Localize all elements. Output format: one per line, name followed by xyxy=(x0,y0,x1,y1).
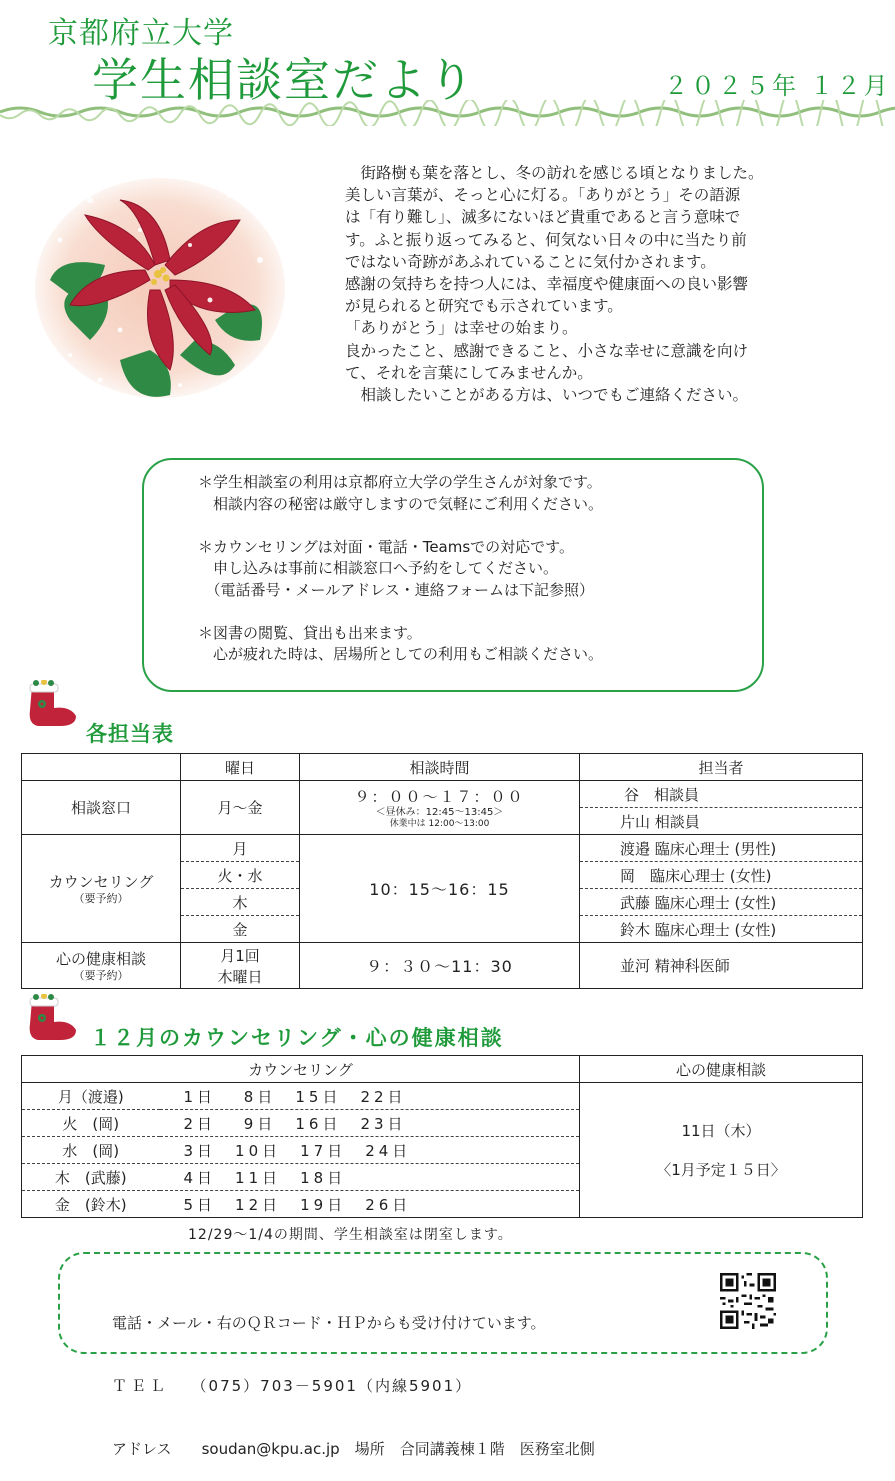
university-name: 京都府立大学 xyxy=(48,16,234,51)
header-health: 心の健康相談 xyxy=(580,1056,863,1083)
schedule-dates-3: 3日 10日 17日 24日 xyxy=(160,1137,580,1164)
intro-line: が見られると研究でも示されています。 xyxy=(345,297,623,316)
window-label: 相談窓口 xyxy=(22,781,181,835)
schedule-day-5: 金 (鈴木) xyxy=(22,1191,160,1218)
schedule-table xyxy=(21,1055,863,1218)
intro-line: 美しい言葉が、そっと心に灯る。「ありがとう」その語源 xyxy=(345,186,741,205)
window-time-cell xyxy=(300,781,580,835)
contact-address-line xyxy=(112,1439,595,1460)
health-label-cell xyxy=(22,943,181,989)
health-date: 11日（木） xyxy=(681,1122,761,1140)
staff-table xyxy=(21,753,863,989)
intro-line: ではない奇跡があふれていることに気付かされます。 xyxy=(345,252,716,271)
address-label: アドレス xyxy=(112,1440,172,1458)
header-counseling: カウンセリング xyxy=(22,1056,580,1083)
christmas-boot-icon xyxy=(20,680,80,728)
counseling-day-1: 月 xyxy=(181,835,300,862)
counseling-time: 10：15～16：15 xyxy=(300,835,580,943)
schedule-section-title: １２月のカウンセリング・心の健康相談 xyxy=(90,1026,504,1050)
notice-line: 相談内容の秘密は厳守しますので気軽にご利用ください。 xyxy=(198,494,604,513)
intro-line: は「有り難し」、滅多にないほど貴重であると言う意味で xyxy=(345,208,741,227)
email-link[interactable]: soudan@kpu.ac.jp xyxy=(201,1440,340,1458)
notice-line: ＊学生相談室の利用は京都府立大学の学生さんが対象です。 xyxy=(198,473,602,491)
schedule-day-4: 木 (武藤) xyxy=(22,1164,160,1191)
counseling-day-4: 金 xyxy=(181,916,300,943)
schedule-dates-1: 1日 8日 15日 22日 xyxy=(160,1083,580,1110)
contact-tel-line xyxy=(112,1376,595,1397)
place-value: 合同講義棟１階 医務室北側 xyxy=(399,1440,595,1458)
intro-line: 「ありがとう」は幸せの始まり。 xyxy=(345,319,578,338)
intro-text xyxy=(345,162,795,406)
health-staff: 並河 精神科医師 xyxy=(580,943,863,989)
notice-line: 心が疲れた時は、居場所としての利用もご相談ください。 xyxy=(198,645,604,663)
window-days: 月～金 xyxy=(181,781,300,835)
schedule-dates-2: 2日 9日 16日 23日 xyxy=(160,1110,580,1137)
window-break: ＜昼休み：12:45～13:45＞ xyxy=(375,806,504,818)
schedule-dates-4: 4日 11日 18日 xyxy=(160,1164,580,1191)
health-days-1: 月1回 xyxy=(220,946,260,965)
health-note: （要予約） xyxy=(73,969,129,982)
schedule-day-2: 火 (岡) xyxy=(22,1110,160,1137)
newsletter-title: 学生相談室だより xyxy=(92,53,476,107)
health-days-2: 木曜日 xyxy=(217,967,263,986)
notice-line: （電話番号・メールアドレス・連絡フォームは下記参照） xyxy=(198,580,595,599)
notice-text xyxy=(198,472,758,666)
counseling-staff-1: 渡邉 臨床心理士 (男性) xyxy=(580,835,863,862)
counseling-staff-2: 岡 臨床心理士 (女性) xyxy=(580,862,863,889)
intro-line: 相談したいことがある方は、いつでもご連絡ください。 xyxy=(345,386,749,405)
counseling-label-cell xyxy=(22,835,181,943)
window-vacation: 休業中は 12:00～13:00 xyxy=(389,818,490,829)
contact-text xyxy=(112,1271,595,1481)
header-staff: 担当者 xyxy=(580,754,863,781)
health-next: 〈1月予定１５日〉 xyxy=(656,1161,786,1179)
place-label: 場所 xyxy=(354,1440,385,1458)
header-days: 曜日 xyxy=(181,754,300,781)
poinsettia-illustration xyxy=(30,170,290,420)
counseling-day-3: 木 xyxy=(181,889,300,916)
christmas-boot-icon xyxy=(20,994,80,1042)
garland-decoration xyxy=(0,100,895,126)
window-staff-2: 片山 相談員 xyxy=(580,808,863,835)
staff-section-title: 各担当表 xyxy=(86,722,174,746)
notice-line: ＊カウンセリングは対面・電話・Teamsでの対応です。 xyxy=(198,537,574,556)
header-time: 相談時間 xyxy=(300,754,580,781)
counseling-note: （要予約） xyxy=(73,892,129,905)
schedule-dates-5: 5日 12日 19日 26日 xyxy=(160,1191,580,1218)
intro-line: す。ふと振り返ってみると、何気ない日々の中に当たり前 xyxy=(345,230,747,249)
tel-number[interactable]: （075）703－5901（内線5901） xyxy=(199,1377,473,1395)
schedule-day-3: 水 (岡) xyxy=(22,1137,160,1164)
intro-line: て、それを言葉にしてみませんか。 xyxy=(345,363,593,382)
window-time: ９：００～１７：００ xyxy=(354,787,525,806)
closed-note: 12/29～1/4の期間、学生相談室は閉室します。 xyxy=(188,1227,513,1243)
notice-line: 申し込みは事前に相談窓口へ予約をしてください。 xyxy=(198,559,559,577)
health-days-cell xyxy=(181,943,300,989)
issue-date: ２０２５年 １２月 xyxy=(664,72,891,100)
intro-line: 街路樹も葉を落とし、冬の訪れを感じる頃となりました。 xyxy=(345,164,764,182)
intro-line: 感謝の気持ちを持つ人には、幸福度や健康面への良い影響 xyxy=(345,275,749,294)
health-time: ９：３０～11：30 xyxy=(300,943,580,989)
qr-code[interactable] xyxy=(720,1273,776,1329)
notice-line: ＊図書の閲覧、貸出も出来ます。 xyxy=(198,623,422,642)
health-label: 心の健康相談 xyxy=(55,950,146,968)
counseling-day-2: 火・水 xyxy=(181,862,300,889)
intro-line: 良かったこと、感謝できること、小さな幸せに意識を向け xyxy=(345,341,749,360)
counseling-staff-4: 鈴木 臨床心理士 (女性) xyxy=(580,916,863,943)
health-date-cell xyxy=(580,1083,863,1218)
counseling-label: カウンセリング xyxy=(48,873,154,891)
schedule-day-1: 月（渡邉) xyxy=(22,1083,160,1110)
header-blank xyxy=(22,754,181,781)
tel-label: ＴＥＬ xyxy=(112,1377,170,1395)
contact-intro: 電話・メール・右のＱＲコード・ＨＰからも受け付けています。 xyxy=(112,1314,546,1332)
window-staff-1: 谷 相談員 xyxy=(580,781,863,808)
counseling-staff-3: 武藤 臨床心理士 (女性) xyxy=(580,889,863,916)
